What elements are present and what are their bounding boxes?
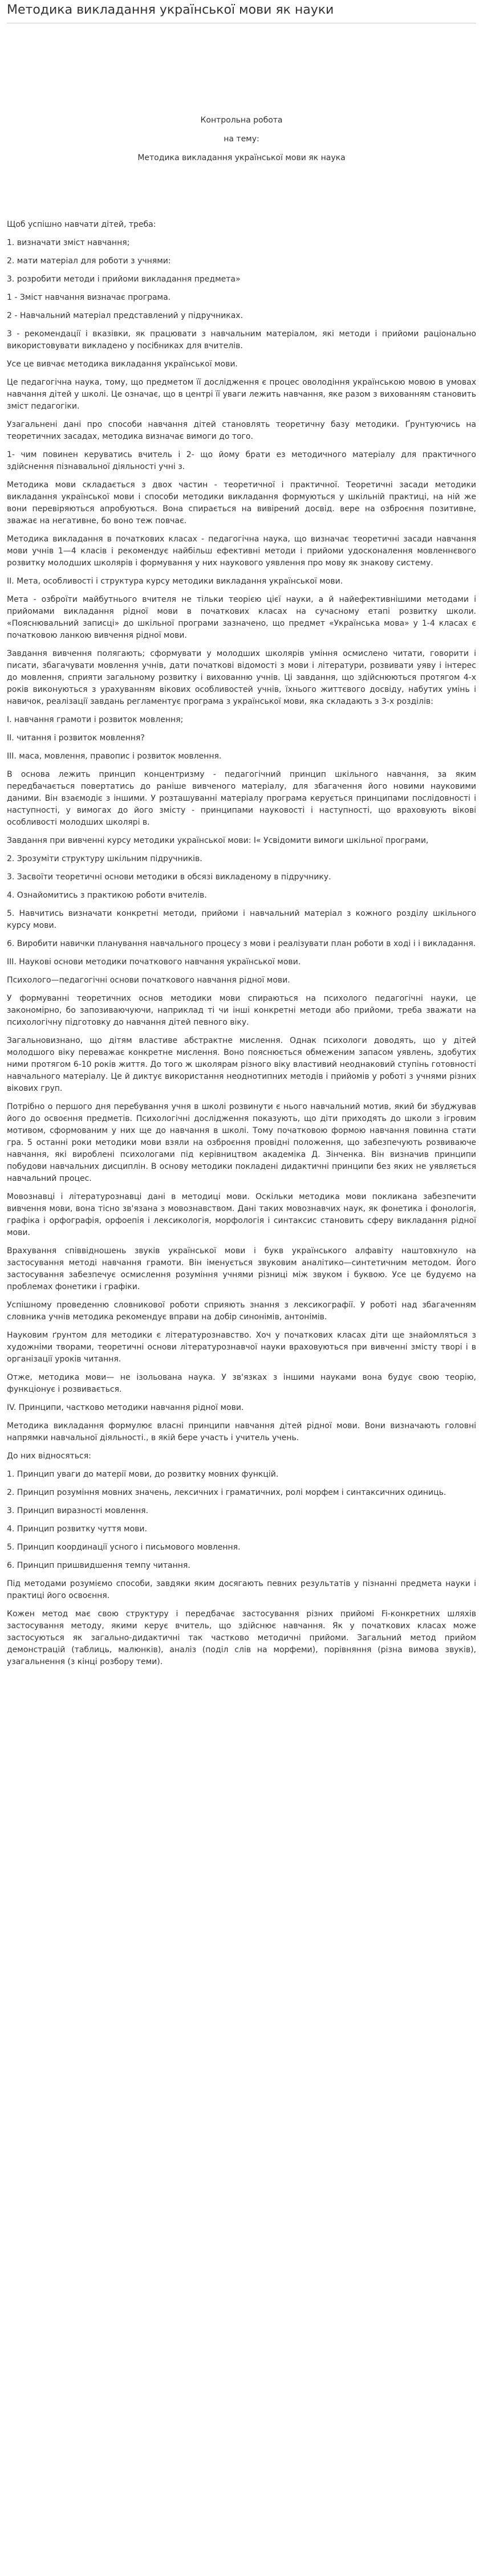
cover-line-topic-label: на тему: bbox=[224, 134, 259, 144]
body-paragraph: 5. Навчитись визначати конкретні методи, прийоми і навчальний матеріал з кожного розділу шкільного курсу мови. bbox=[7, 908, 476, 930]
body-paragraph: Усе це вивчає методика викладання української мови. bbox=[7, 359, 238, 369]
body-paragraph: Потрібно о першого дня перебування учня в школі розвинути є нього навчальний мотив, який би збуджував його до освоєння предметів. Психологічні дослідження показують, що діти приходять до школи з ігровим мотивом, сформованим у них ще до навчання в школі. Тому початковою формою навчання повинна стати гра. 5 останні роки методики мови взяли на озброєння провідні положення, що забезпечують розвиваюче навчання, які вироблені психологами під керівництвом академіка Д. Зінченка. Він визначив принципи побудови навчальних дисциплін. В основу методики покладені дидактичні принципи без яких не уявляється навчальний процес. bbox=[7, 1102, 476, 1183]
body-paragraph: 1 - Зміст навчання визначає програма. bbox=[7, 292, 171, 302]
body-paragraph: III. Наукові основи методики початкового навчання української мови. bbox=[7, 957, 301, 967]
body-paragraph: Під методами розуміємо способи, завдяки яким досягають певних результатів у пізнанні предмета науки і практиці його освоєння. bbox=[7, 1579, 476, 1600]
body-paragraph: III. маса, мовлення, правопис і розвиток мовлення. bbox=[7, 751, 222, 761]
body-paragraph: 3. розробити методи і прийоми викладання предмета» bbox=[7, 274, 241, 284]
body-paragraph: 2 - Навчальний матеріал представлений у підручниках. bbox=[7, 311, 243, 320]
body-paragraph: Завдання при вивченні курсу методики української мови: I« Усвідомити вимоги шкільної програми, bbox=[7, 835, 429, 845]
cover-line-work-type: Контрольна робота bbox=[200, 115, 283, 125]
body-paragraph: I. навчання грамоти і розвиток мовлення; bbox=[7, 715, 184, 724]
body-paragraph: Мета - озброїти майбутнього вчителя не тільки теорією цієї науки, а й найефективнішими методами і прийомами викладання рідної мови в початкових класах на сучасному етапі розвитку школи. «Пояснювальний записці» до шкільної програми зазначено, що предмет «Українська мова» у 1-4 класах є початковою ланкою вивчення рідної мови. bbox=[7, 594, 476, 640]
body-paragraph: 1. визначати зміст навчання; bbox=[7, 238, 130, 247]
body-paragraph: 5. Принцип координації усного і письмового мовлення. bbox=[7, 1542, 241, 1552]
body-paragraph: В основа лежить принцип концентризму - педагогічний принцип шкільного навчання, за яким передбачається повертатись до раніше вивченого матеріалу, для збагачення його новими науковими даними. Він взаємодіє з іншими. У розташуванні матеріалу програма керується принципами послідовності і наступності, у вимогах до його змісту - принципами науковості і наступності, що враховують вікові особливості молодших школярі в. bbox=[7, 769, 476, 827]
body-paragraph: 4. Принцип розвитку чуття мови. bbox=[7, 1524, 147, 1534]
body-paragraph: Психолого—педагогічні основи початкового навчання рідної мови. bbox=[7, 975, 290, 985]
body-paragraph: 2. Принцип розуміння мовних значень, лексичних і граматичних, ролі морфем і синтаксичних одиниць. bbox=[7, 1487, 447, 1497]
body-paragraph: 6. Виробити навички планування навчального процесу з мови і реалізувати план роботи в ході і і викладання. bbox=[7, 939, 476, 948]
body-paragraph: Методика викладання в початкових класах - педагогічна наука, що визначає теоретичні засади навчання мови учнів 1—4 класів і рекомендує найбільш ефективні методи і прийоми удосконалення мовленнєвого розвитку молодших школярів і формування у них наукового уявлення про мову як знакову систему. bbox=[7, 534, 476, 568]
body-paragraph: 4. Ознайомитись з практикою роботи вчителів. bbox=[7, 890, 207, 900]
body-paragraph: Отже, методика мови— не ізольована наука. У зв'язках з іншими науками вона будує свою теорію, функціонує і розвивається. bbox=[7, 1372, 476, 1394]
body-paragraph: Науковим ґрунтом для методики є літературознавство. Хоч у початкових класах діти ще знайомляться з художніми творами, теоретичні основи літературознавчої науки враховуються при вивченні змісту творі і в організації уроків читання. bbox=[7, 1330, 476, 1364]
body-paragraph: Кожен метод має свою структуру і передбачає застосування різних прийомі Fi-конкретних шляхів застосування методу, якими керує вчитель, що здійснює навчання. Як у початкових класах може застосуються як загально-дидактичні так частково методичні прийоми. Загальний метод прийом демонстрацій (таблиць, малюнків), аналіз (поділ слів на морфеми), порівняння (різна вимова звуків), узагальнення (з кінці розбору теми). bbox=[7, 1609, 476, 1666]
body-paragraph: У формуванні теоретичних основ методики мови спираються на психолого педагогічні науки, це закономірно, бо запозиваючуючи, наприклад ті чи інші конкретні методи або прийоми, треба зважати на психологічну підготовку до навчання дітей певного віку. bbox=[7, 993, 476, 1027]
body-paragraph: II. Мета, особливості і структура курсу методики викладання української мови. bbox=[7, 576, 343, 586]
body-paragraph: IV. Принципи, частково методики навчання рідної мови. bbox=[7, 1403, 244, 1412]
body-paragraph: Загальновизнано, що дітям властиве абстрактне мислення. Однак психологи доводять, що у дітей молодшого віку переважає конкретне мислення. Воно пояснюється обмеженим запасом уявлень, здобутих ними протягом 6-10 років життя. До того ж школярам різного віку властивий неоднаковий ступінь готовності навчального матеріалу. Це й диктує використання неоднотипних методів і прийомів у роботі з учнями різних вікових груп. bbox=[7, 1036, 476, 1093]
body-paragraph: Узагальнені дані про способи навчання дітей становлять теоретичну базу методики. Ґрунтуючись на теоретичних засадах, методика визначає вимоги до того. bbox=[7, 419, 476, 441]
body-paragraph: II. читання і розвиток мовлення? bbox=[7, 733, 145, 743]
body-paragraph: 6. Принцип пришвидшення темпу читання. bbox=[7, 1560, 190, 1570]
body-paragraph: 1- чим повинен керуватись вчитель і 2- що йому брати ез методичного матеріалу для практичного здійснення пізнавальної діяльності учні з. bbox=[7, 450, 476, 471]
body-paragraph: 3. Засвоїти теоретичні основи методики в обсязі викладеному в підручнику. bbox=[7, 872, 331, 882]
article-body bbox=[7, 219, 476, 1668]
body-paragraph: Врахування співвідношень звуків української мови і букв українського алфавіту наштовхнуло на застосування методі навчання грамоти. Він іменується звуковим аналітико—синтетичним методом. Його застосування забезпечує осмислення розуміння учнями різниці між звуком і буквою. Усе це будуємо на проблемах фонетики і графіки. bbox=[7, 1246, 476, 1291]
body-paragraph: Методика мови складається з двох частин - теоретичної і практичної. Теоретичні засади методики викладання української мови і способи методики викладання формуються у шкільній практиці, на ній же вони перевіряються апробуються. Вона спирається на вивірений досвід. вере на озброєння позитивне, зважає на негативне, бо воно теж повчає. bbox=[7, 480, 476, 525]
body-paragraph: 3. Принцип виразності мовлення. bbox=[7, 1506, 148, 1515]
body-paragraph: 3 - рекомендації і вказівки, як працювати з навчальним матеріалом, які методи і прийоми раціонально використовувати викладено у посібниках для вчителів. bbox=[7, 329, 476, 350]
body-paragraph: 1. Принцип уваги до матерії мови, до розвитку мовних функцій. bbox=[7, 1469, 279, 1479]
body-paragraph: Методика викладання формулює власні принципи навчання дітей рідної мови. Вони визначають головні напрямки навчальної діяльності., в якій бере участь і учитель учень. bbox=[7, 1421, 476, 1442]
cover-block bbox=[7, 115, 476, 164]
body-paragraph: 2. мати матеріал для роботи з учнями: bbox=[7, 256, 171, 266]
body-paragraph: 2. Зрозуміти структуру шкільним підручників. bbox=[7, 854, 202, 863]
body-paragraph: Щоб успішно навчати дітей, треба: bbox=[7, 219, 156, 229]
body-paragraph: Успішному проведенню словникової роботи сприяють знання з лексикографії. У роботі над збагаченням словника учнів методика рекомендує вправи на добір синонімів, антонімів. bbox=[7, 1300, 476, 1322]
body-paragraph: Мовознавці і літературознавці дані в методиці мови. Оскільки методика мови покликана забезпечити вивчення мови, вона тісно зв'язана з мовознавством. Дані таких мовознавчих наук, як фонетика і фонологія, графіка і орфографія, орфоепія і лексикологія, морфологія і синтаксис становить сферу викладання рідної мови. bbox=[7, 1192, 476, 1237]
body-paragraph: Завдання вивчення полягають; сформувати у молодших школярів уміння осмислено читати, говорити і писати, збагачувати мовлення учнів, дати початкові відомості з мови і літератури, розвивати уяву і інтерес до мовлення, сприяти загальному розвитку і вихованню учнів. Ці завдання, що здійснюються протягом 4-х років виконуються з урахуванням вікових особливостей учнів, їхнього життєвого досвіду, набутих умінь і навичок, реалізації завдань регламентує програма з української мови, яка складають з 3-х розділів: bbox=[7, 649, 476, 706]
body-paragraph: Це педагогічна наука, тому, що предметом її дослідження є процес оволодіння українською мовою в умовах навчання дітей у школі. Це означає, що в центрі її уваги лежить навчання, яке разом з вихованням становить зміст педагогіки. bbox=[7, 377, 476, 411]
page-title: Методика викладання української мови як науки bbox=[7, 3, 334, 17]
body-paragraph: До них відносяться: bbox=[7, 1451, 91, 1461]
cover-line-topic: Методика викладання української мови як наука bbox=[137, 153, 346, 162]
